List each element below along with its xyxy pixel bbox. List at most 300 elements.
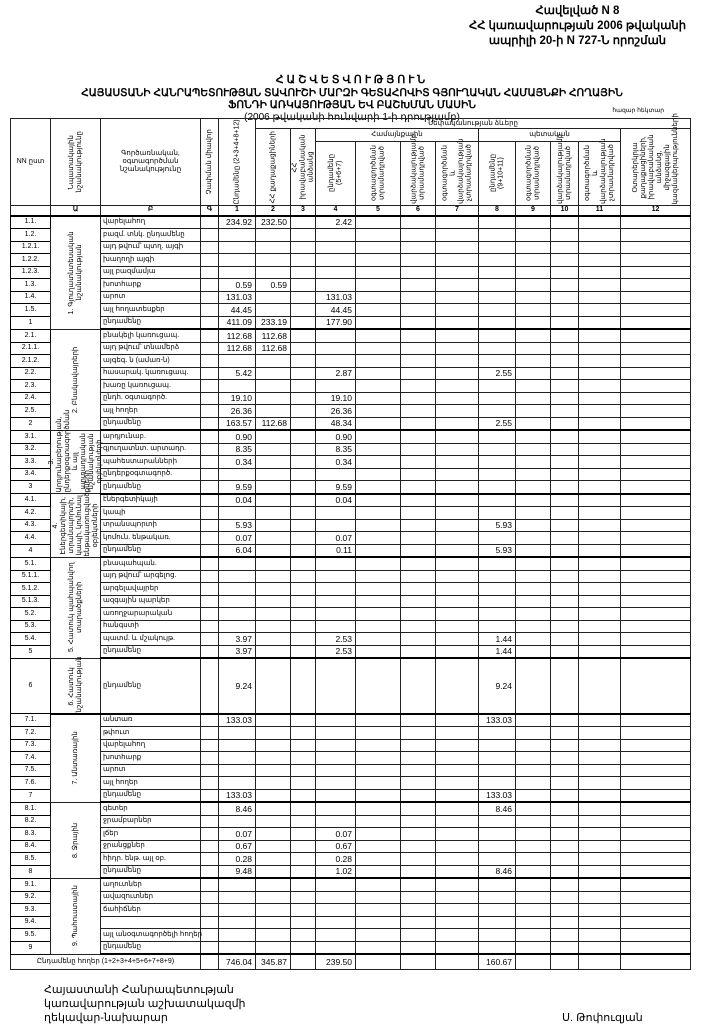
unit-cell <box>201 583 219 596</box>
value-cell <box>479 241 516 254</box>
value-cell <box>356 853 401 866</box>
value-cell <box>316 714 356 727</box>
value-cell <box>621 291 691 304</box>
value-cell <box>436 229 479 242</box>
unit-cell <box>201 777 219 790</box>
column-letter <box>11 205 51 216</box>
row-number: 1.2.2. <box>11 254 51 267</box>
value-cell <box>291 367 316 380</box>
value-cell <box>316 595 356 608</box>
value-cell <box>436 916 479 929</box>
value-cell <box>621 468 691 481</box>
value-cell <box>621 241 691 254</box>
value-cell <box>436 595 479 608</box>
value-cell <box>356 815 401 828</box>
row-name: կապի <box>101 507 201 520</box>
value-cell <box>551 355 579 368</box>
value-cell <box>436 380 479 393</box>
value-cell <box>479 380 516 393</box>
row-name: արոտ <box>101 291 201 304</box>
value-cell <box>551 405 579 418</box>
row-name: խոտհարք <box>101 752 201 765</box>
value-cell <box>256 608 291 621</box>
row-name: այգեգ. ն (ամառ-ն) <box>101 355 201 368</box>
column-letter: 3 <box>291 205 316 216</box>
total-value-cell <box>551 954 579 970</box>
value-cell <box>579 241 621 254</box>
value-cell <box>516 254 551 267</box>
value-cell: 5.42 <box>219 367 256 380</box>
row-number: 5.1. <box>11 557 51 570</box>
row-name: աղուտներ <box>101 878 201 891</box>
value-cell <box>436 304 479 317</box>
row-number: 2.3. <box>11 380 51 393</box>
value-cell <box>291 481 316 494</box>
value-cell <box>516 777 551 790</box>
value-cell <box>401 392 436 405</box>
unit-cell <box>201 620 219 633</box>
unit-cell <box>201 658 219 714</box>
header-c6: վարձակալությամբ տրամադրված <box>401 141 436 205</box>
row-name: բնապահպան. <box>101 557 201 570</box>
value-cell <box>356 481 401 494</box>
value-cell <box>436 342 479 355</box>
value-cell <box>219 355 256 368</box>
value-cell <box>401 241 436 254</box>
value-cell <box>291 291 316 304</box>
value-cell <box>219 764 256 777</box>
value-cell <box>219 254 256 267</box>
value-cell <box>219 941 256 954</box>
value-cell: 0.28 <box>219 853 256 866</box>
value-cell <box>219 777 256 790</box>
row-number: 3 <box>11 481 51 494</box>
value-cell <box>256 544 291 557</box>
value-cell <box>479 853 516 866</box>
table-row <box>11 645 691 658</box>
value-cell <box>479 481 516 494</box>
header-purpose: Նպատակային նշանակությունը <box>51 119 101 206</box>
value-cell <box>356 904 401 917</box>
table-row <box>11 329 691 342</box>
value-cell <box>291 405 316 418</box>
header-c8: ընդամենը (9+10+11) <box>479 141 516 205</box>
value-cell <box>579 840 621 853</box>
value-cell <box>256 443 291 456</box>
value-cell <box>579 316 621 329</box>
value-cell <box>621 840 691 853</box>
header-c4: ընդամենը (5+6+7) <box>316 141 356 205</box>
value-cell: 8.35 <box>219 443 256 456</box>
column-letter: 10 <box>551 205 579 216</box>
row-number: 1.3. <box>11 279 51 292</box>
value-cell <box>579 254 621 267</box>
value-cell <box>291 828 316 841</box>
value-cell <box>479 557 516 570</box>
header-ownership: Սեփականության ձևերը <box>256 119 691 129</box>
value-cell <box>579 802 621 815</box>
value-cell <box>291 316 316 329</box>
unit-cell <box>201 633 219 646</box>
value-cell: 0.07 <box>219 828 256 841</box>
unit-cell <box>201 507 219 520</box>
value-cell <box>316 342 356 355</box>
total-value-cell <box>579 954 621 970</box>
row-number: 8.5. <box>11 853 51 866</box>
unit-cell <box>201 752 219 765</box>
value-cell <box>436 714 479 727</box>
value-cell <box>316 916 356 929</box>
value-cell <box>291 904 316 917</box>
value-cell <box>479 430 516 443</box>
column-letter: 5 <box>356 205 401 216</box>
value-cell <box>436 764 479 777</box>
value-cell: 1.44 <box>479 633 516 646</box>
value-cell <box>579 570 621 583</box>
value-cell <box>291 392 316 405</box>
value-cell <box>291 519 316 532</box>
unit-cell <box>201 279 219 292</box>
value-cell <box>356 329 401 342</box>
value-cell <box>516 229 551 242</box>
header-c10: վարձակալությամբ տրամադրված <box>551 141 579 205</box>
table-row <box>11 714 691 727</box>
value-cell <box>356 380 401 393</box>
value-cell <box>291 241 316 254</box>
unit-cell <box>201 727 219 740</box>
value-cell <box>401 279 436 292</box>
value-cell <box>516 532 551 545</box>
value-cell <box>579 904 621 917</box>
value-cell <box>401 583 436 596</box>
value-cell <box>401 777 436 790</box>
value-cell: 0.34 <box>219 456 256 469</box>
table-row <box>11 828 691 841</box>
value-cell: 2.87 <box>316 367 356 380</box>
unit-cell <box>201 316 219 329</box>
value-cell <box>516 304 551 317</box>
value-cell <box>479 752 516 765</box>
row-name: այլ բազմամյա <box>101 266 201 279</box>
value-cell <box>401 752 436 765</box>
unit-cell <box>201 266 219 279</box>
value-cell <box>621 519 691 532</box>
value-cell <box>551 764 579 777</box>
title-line: ՖՈՆԴԻ ԱՌԿԱՅՈՒԹՅԱՆ ԵՎ ԲԱՇԽՄԱՆ ՄԱՍԻՆ <box>228 99 476 111</box>
value-cell: 112.68 <box>256 342 291 355</box>
table-row <box>11 620 691 633</box>
value-cell <box>316 658 356 714</box>
value-cell <box>479 392 516 405</box>
value-cell <box>579 815 621 828</box>
row-number: 9.5. <box>11 929 51 942</box>
value-cell <box>436 739 479 752</box>
row-name: գետեր <box>101 802 201 815</box>
row-name: պատմ. և մշակույթ. <box>101 633 201 646</box>
value-cell <box>291 557 316 570</box>
title-date: (2006 թվականի հունվարի 1-ի դրությամբ) <box>244 111 460 123</box>
group-label: 7. Անտառային <box>51 714 101 803</box>
value-cell <box>291 891 316 904</box>
value-cell <box>291 430 316 443</box>
value-cell <box>256 241 291 254</box>
table-row <box>11 777 691 790</box>
value-cell <box>256 929 291 942</box>
value-cell <box>291 443 316 456</box>
value-cell <box>256 752 291 765</box>
table-row <box>11 291 691 304</box>
title-line: ՀԱՅԱՍՏԱՆԻ ՀԱՆՐԱՊԵՏՈՒԹՅԱՆ ՏԱՎՈՒՇԻ ՄԱՐԶԻ ԳԵՏԱՀՈՎԻՏ ԳՅՈՒՂԱԿԱՆ ՀԱՄԱՅՆՔԻ ՀՈՂԱՅԻՆ <box>81 86 623 99</box>
value-cell: 112.68 <box>219 329 256 342</box>
header-state: պետական <box>479 129 621 142</box>
unit-cell <box>201 557 219 570</box>
unit-cell <box>201 367 219 380</box>
value-cell <box>551 608 579 621</box>
value-cell <box>516 342 551 355</box>
row-number: 8.3. <box>11 828 51 841</box>
footer-line: ղեկավար-նախարար <box>44 1012 168 1024</box>
value-cell <box>356 456 401 469</box>
header-c12: Օտարերկրյա քաղաքացիների, իրավաբանական անձանց, միջազգային կազմակերպությունների <box>621 129 691 206</box>
value-cell <box>621 764 691 777</box>
value-cell <box>219 620 256 633</box>
value-cell <box>356 443 401 456</box>
value-cell <box>621 853 691 866</box>
value-cell <box>356 494 401 507</box>
group-label: 3. Արդյունաբերության, ընդերքօգտագործման և այլ արտադրական նշանակության օբյեկտների <box>47 410 103 493</box>
column-letter: 9 <box>516 205 551 216</box>
value-cell <box>516 570 551 583</box>
value-cell: 0.59 <box>256 279 291 292</box>
value-cell <box>579 583 621 596</box>
value-cell: 0.04 <box>219 494 256 507</box>
row-name: այդ թվում՝ պտղ. այգի <box>101 241 201 254</box>
total-value-cell <box>436 954 479 970</box>
value-cell <box>621 380 691 393</box>
value-cell <box>551 891 579 904</box>
value-cell <box>479 342 516 355</box>
value-cell <box>401 595 436 608</box>
value-cell <box>219 595 256 608</box>
value-cell <box>579 507 621 520</box>
value-cell <box>579 430 621 443</box>
value-cell <box>291 878 316 891</box>
column-letter: 4 <box>316 205 356 216</box>
value-cell <box>256 815 291 828</box>
value-cell <box>479 595 516 608</box>
header-c9: օգտագործման տրամադրված <box>516 141 551 205</box>
header-no: NN ըստ <box>11 119 51 206</box>
value-cell <box>291 380 316 393</box>
unit-cell <box>201 789 219 802</box>
value-cell <box>551 279 579 292</box>
value-cell: 2.55 <box>479 367 516 380</box>
value-cell <box>516 752 551 765</box>
value-cell <box>579 291 621 304</box>
row-number: 2.5. <box>11 405 51 418</box>
unit-cell <box>201 392 219 405</box>
column-letter: Գ <box>201 205 219 216</box>
value-cell <box>219 752 256 765</box>
value-cell <box>579 727 621 740</box>
row-name: ընդամենը <box>101 544 201 557</box>
column-letter: 6 <box>401 205 436 216</box>
value-cell <box>551 714 579 727</box>
value-cell <box>516 878 551 891</box>
value-cell <box>579 494 621 507</box>
row-number: 3.4. <box>11 468 51 481</box>
row-name: արոտ <box>101 764 201 777</box>
value-cell <box>551 329 579 342</box>
value-cell <box>436 279 479 292</box>
unit-cell <box>201 764 219 777</box>
row-name: գյուղատնտ. արտադր. <box>101 443 201 456</box>
value-cell <box>579 714 621 727</box>
value-cell <box>516 633 551 646</box>
unit-cell <box>201 904 219 917</box>
row-name: այլ հողեր <box>101 405 201 418</box>
value-cell <box>401 507 436 520</box>
value-cell <box>479 828 516 841</box>
value-cell <box>551 658 579 714</box>
value-cell <box>291 714 316 727</box>
value-cell <box>256 802 291 815</box>
value-cell <box>401 329 436 342</box>
value-cell <box>436 777 479 790</box>
value-cell <box>356 764 401 777</box>
value-cell <box>356 229 401 242</box>
row-number: 1.2.3. <box>11 266 51 279</box>
unit-cell <box>201 865 219 878</box>
value-cell <box>256 468 291 481</box>
value-cell <box>401 519 436 532</box>
value-cell <box>291 645 316 658</box>
value-cell <box>356 595 401 608</box>
row-name: կոմուն. ենթակառ. <box>101 532 201 545</box>
signer-name: Ս. Թոփուզյան <box>562 1012 643 1024</box>
value-cell <box>256 865 291 878</box>
value-cell <box>579 367 621 380</box>
value-cell <box>579 544 621 557</box>
value-cell: 112.68 <box>219 342 256 355</box>
value-cell: 133.03 <box>479 789 516 802</box>
value-cell <box>219 904 256 917</box>
value-cell <box>291 595 316 608</box>
value-cell <box>256 392 291 405</box>
value-cell <box>401 291 436 304</box>
value-cell: 8.46 <box>479 802 516 815</box>
value-cell <box>291 468 316 481</box>
value-cell <box>579 929 621 942</box>
value-cell: 8.46 <box>219 802 256 815</box>
value-cell <box>516 481 551 494</box>
table-row <box>11 865 691 878</box>
value-cell <box>436 828 479 841</box>
table-row <box>11 853 691 866</box>
value-cell <box>579 633 621 646</box>
value-cell <box>356 583 401 596</box>
row-name: հիդր. ենթ. այլ օբ. <box>101 853 201 866</box>
value-cell <box>621 266 691 279</box>
row-number: 2.2. <box>11 367 51 380</box>
footer-line: կառավարության աշխատակազմի <box>44 998 246 1010</box>
value-cell <box>436 853 479 866</box>
value-cell <box>316 789 356 802</box>
value-cell <box>356 570 401 583</box>
footer-line: Հայաստանի Հանրապետության <box>44 984 234 996</box>
table-row <box>11 405 691 418</box>
value-cell: 9.59 <box>316 481 356 494</box>
value-cell <box>401 853 436 866</box>
row-name: ընդամենը <box>101 658 201 714</box>
unit-cell <box>201 878 219 891</box>
value-cell <box>316 329 356 342</box>
value-cell <box>256 764 291 777</box>
value-cell <box>356 291 401 304</box>
value-cell <box>621 865 691 878</box>
total-value-cell <box>621 954 691 970</box>
value-cell <box>516 608 551 621</box>
value-cell <box>516 544 551 557</box>
value-cell <box>291 764 316 777</box>
value-cell <box>551 342 579 355</box>
value-cell <box>291 941 316 954</box>
value-cell <box>291 815 316 828</box>
value-cell: 9.24 <box>479 658 516 714</box>
value-cell <box>621 456 691 469</box>
unit-cell <box>201 468 219 481</box>
annex-line: ՀՀ կառավարության 2006 թվականի <box>468 20 686 32</box>
value-cell <box>621 658 691 714</box>
value-cell <box>551 828 579 841</box>
value-cell <box>551 494 579 507</box>
value-cell <box>256 507 291 520</box>
value-cell: 112.68 <box>256 417 291 430</box>
value-cell <box>516 802 551 815</box>
value-cell: 8.46 <box>479 865 516 878</box>
value-cell <box>316 941 356 954</box>
row-name: հանգստի <box>101 620 201 633</box>
unit-cell <box>201 929 219 942</box>
table-row <box>11 840 691 853</box>
value-cell <box>516 865 551 878</box>
unit-cell <box>201 828 219 841</box>
value-cell <box>256 380 291 393</box>
value-cell <box>621 430 691 443</box>
value-cell <box>356 316 401 329</box>
value-cell <box>219 727 256 740</box>
value-cell <box>621 752 691 765</box>
row-number: 9.3. <box>11 904 51 917</box>
value-cell <box>316 878 356 891</box>
group-label: 5. Հատուկ պահպանվող տարածքների <box>51 557 101 658</box>
value-cell <box>256 840 291 853</box>
row-name: պահեստարանների <box>101 456 201 469</box>
value-cell <box>551 840 579 853</box>
value-cell <box>256 254 291 267</box>
row-number: 1.2. <box>11 229 51 242</box>
row-number: 8.2. <box>11 815 51 828</box>
value-cell <box>579 266 621 279</box>
value-cell <box>621 645 691 658</box>
value-cell <box>551 367 579 380</box>
value-cell <box>479 329 516 342</box>
value-cell: 5.93 <box>479 544 516 557</box>
table-row <box>11 752 691 765</box>
unit-cell <box>201 519 219 532</box>
value-cell <box>356 878 401 891</box>
value-cell <box>401 216 436 229</box>
